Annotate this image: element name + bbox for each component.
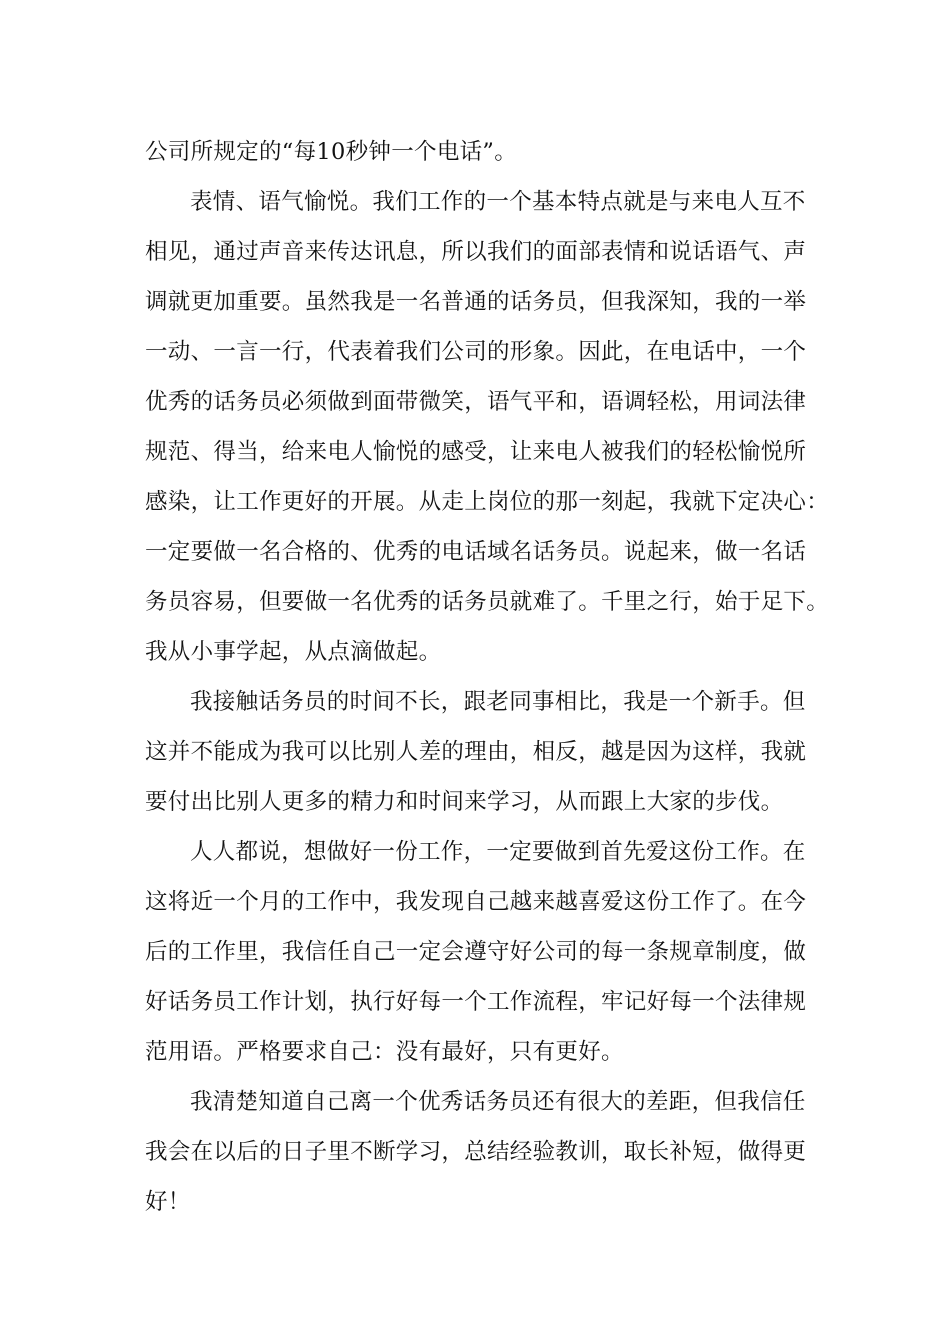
text-line: 我会在以后的日子里不断学习，总结经验教训，取长补短，做得更 <box>145 1139 807 1165</box>
text-line: 一动、一言一行，代表着我们公司的形象。因此，在电话中，一个 <box>145 339 807 365</box>
text-line: 后的工作里，我信任自己一定会遵守好公司的每一条规章制度，做 <box>145 939 807 965</box>
text-line: 务员容易，但要做一名优秀的话务员就难了。千里之行，始于足下。 <box>145 589 830 615</box>
text-line: 优秀的话务员必须做到面带微笑，语气平和，语调轻松，用词法律 <box>145 389 807 415</box>
text-line: 这并不能成为我可以比别人差的理由，相反，越是因为这样，我就 <box>145 739 807 765</box>
text-line: 感染，让工作更好的开展。从走上岗位的那一刻起，我就下定决心： <box>145 489 830 515</box>
text-line: 要付出比别人更多的精力和时间来学习，从而跟上大家的步伐。 <box>145 789 784 815</box>
document-body <box>145 127 830 1227</box>
text-line: 相见，通过声音来传达讯息，所以我们的面部表情和说话语气、声 <box>145 239 807 265</box>
paragraph-first-line: 我接触话务员的时间不长，跟老同事相比，我是一个新手。但 <box>190 689 806 715</box>
text-line: 规范、得当，给来电人愉悦的感受，让来电人被我们的轻松愉悦所 <box>145 439 807 465</box>
text-line: 调就更加重要。虽然我是一名普通的话务员，但我深知，我的一举 <box>145 289 807 315</box>
paragraph-first-line: 人人都说，想做好一份工作，一定要做到首先爱这份工作。在 <box>190 839 806 865</box>
text-line: 好！ <box>145 1189 191 1215</box>
paragraph-first-line: 表情、语气愉悦。我们工作的一个基本特点就是与来电人互不 <box>190 189 806 215</box>
text-line: 公司所规定的“每10秒钟一个电话”。 <box>145 139 518 165</box>
paragraph-first-line: 我清楚知道自己离一个优秀话务员还有很大的差距，但我信任 <box>190 1089 806 1115</box>
text-line: 这将近一个月的工作中，我发现自己越来越喜爱这份工作了。在今 <box>145 889 807 915</box>
text-line: 好话务员工作计划，执行好每一个工作流程，牢记好每一个法律规 <box>145 989 807 1015</box>
text-line: 我从小事学起，从点滴做起。 <box>145 639 442 665</box>
text-line: 范用语。严格要求自己：没有最好，只有更好。 <box>145 1039 624 1065</box>
text-line: 一定要做一名合格的、优秀的电话域名话务员。说起来，做一名话 <box>145 539 807 565</box>
